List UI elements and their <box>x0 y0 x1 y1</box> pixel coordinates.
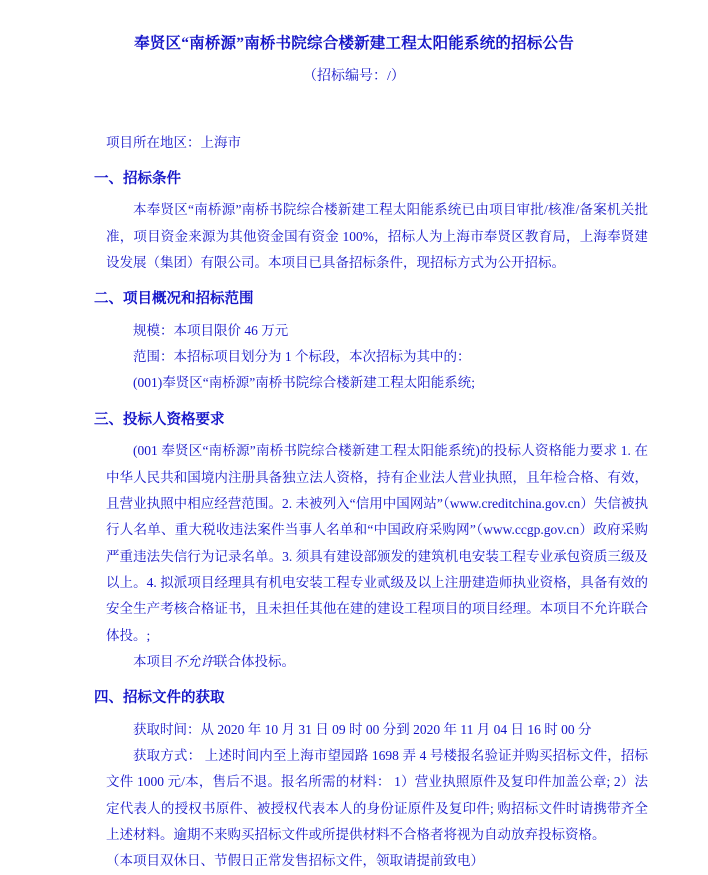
joint-bid-emphasis: 不允许 <box>173 653 214 669</box>
section-body-3 <box>58 438 650 675</box>
section-heading-4: 四、招标文件的获取 <box>94 690 225 707</box>
joint-bid-suffix: 联合体投标。 <box>214 653 295 669</box>
document-subtitle: （招标编号：/） <box>303 68 405 84</box>
section-heading-1: 一、招标条件 <box>94 170 181 187</box>
section-3-paragraph-2 <box>106 649 648 675</box>
section-2-paragraph-2: 范围：本招标项目划分为 1 个标段，本次招标为其中的： <box>133 349 471 365</box>
document-title: 奉贤区“南桥源”南桥书院综合楼新建工程太阳能系统的招标公告 <box>134 35 574 52</box>
project-location: 项目所在地区：上海市 <box>106 135 241 151</box>
section-2-paragraph-3: (001)奉贤区“南桥源”南桥书院综合楼新建工程太阳能系统; <box>133 375 475 391</box>
section-body-1 <box>58 197 650 276</box>
section-heading-3: 三、投标人资格要求 <box>94 411 225 428</box>
section-4-paragraph-2: 获取方式： 上述时间内至上海市望园路 1698 弄 4 号楼报名验证并购买招标文件，招标文件 1000 元/本，售后不退。报名所需的材料： 1）营业执照原件及复印件加盖公章; 2）法定代表人的授权书原件、被授权代表本人的身份证原件及复印件; 购招标文件时请携带齐全上述材料。逾期不来购买招标文件或所提供材料不合格者将视为自动放弃投标资格。 <box>106 748 648 842</box>
title-spacer <box>58 88 650 130</box>
section-4-note: （本项目双休日、节假日正常发售招标文件，领取请提前致电） <box>106 853 484 869</box>
section-body-4 <box>58 717 650 875</box>
section-body-2 <box>58 318 650 397</box>
joint-bid-prefix: 本项目 <box>133 653 174 669</box>
section-3-paragraph-1: (001 奉贤区“南桥源”南桥书院综合楼新建工程太阳能系统)的投标人资格能力要求 1. 在中华人民共和国境内注册具备独立法人资格，持有企业法人营业执照，且年检合格、有效，且营业执照中相应经营范围。2. 未被列入“信用中国网站”（www.creditchina.gov.cn）失信被执行人名单、重大税收违法案件当事人名单和“中国政府采购网”（www.ccgp.gov.cn）政府采购严重违法失信行为记录名单。3. 须具有建设部颁发的建筑机电安装工程专业承包资质三级及以上。4. 拟派项目经理具有机电安装工程专业贰级及以上注册建造师执业资格，具备有效的安全生产考核合格证书，且未担任其他在建的建设工程项目的项目经理。本项目不允许联合体投。; <box>106 443 648 643</box>
section-heading-2: 二、项目概况和招标范围 <box>94 291 254 308</box>
section-2-paragraph-1: 规模：本项目限价 46 万元 <box>133 322 289 338</box>
section-4-paragraph-1: 获取时间：从 2020 年 10 月 31 日 09 时 00 分到 2020 年 11 月 04 日 16 时 00 分 <box>133 721 592 737</box>
section-1-paragraph-1: 本奉贤区“南桥源”南桥书院综合楼新建工程太阳能系统已由项目审批/核准/备案机关批准，项目资金来源为其他资金国有资金 100%，招标人为上海市奉贤区教育局，上海奉贤建设发展（集团）有限公司。本项目已具备招标条件，现招标方式为公开招标。 <box>106 202 648 270</box>
